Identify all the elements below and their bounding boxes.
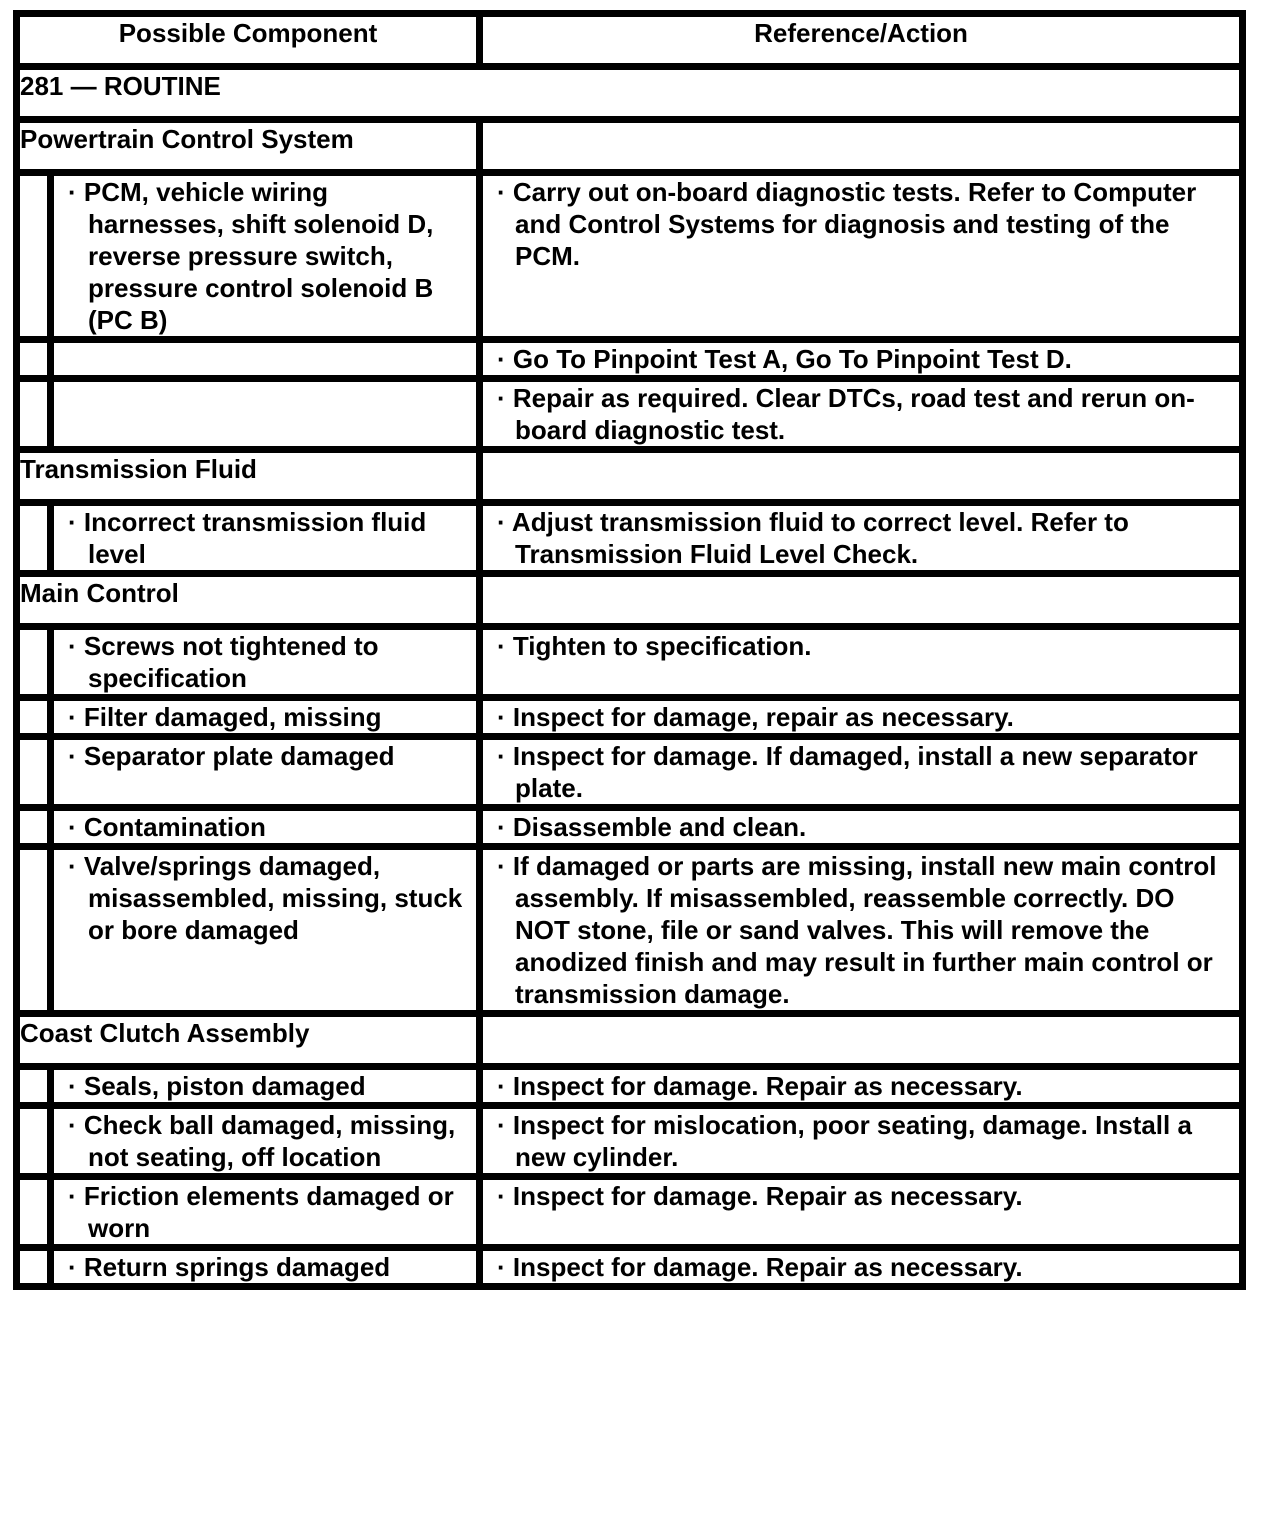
diagnosis-table — [13, 10, 1246, 1290]
component-cell — [51, 1106, 480, 1177]
group-action-empty — [480, 574, 1243, 627]
component-text: · Return springs damaged — [68, 1252, 391, 1282]
action-text: · Inspect for mislocation, poor seating, damage. Install a new cylinder. — [497, 1110, 1192, 1172]
action-text: · Inspect for damage. Repair as necessary. — [497, 1252, 1023, 1282]
table-row — [17, 1067, 1243, 1106]
component-cell — [51, 627, 480, 698]
table-row — [17, 627, 1243, 698]
component-text: · PCM, vehicle wiring harnesses, shift solenoid D, reverse pressure switch, pressure control solenoid B (PC B) — [68, 177, 434, 335]
action-cell — [480, 1067, 1243, 1106]
component-text: · Check ball damaged, missing, not seating, off location — [68, 1110, 456, 1172]
action-text: · Tighten to specification. — [497, 631, 812, 661]
table-row — [17, 737, 1243, 808]
table-row — [17, 1106, 1243, 1177]
row-indent — [17, 173, 51, 340]
row-indent — [17, 1248, 51, 1287]
table-row — [17, 503, 1243, 574]
component-cell — [51, 1067, 480, 1106]
action-cell — [480, 503, 1243, 574]
header-row — [17, 14, 1243, 67]
component-text: · Filter damaged, missing — [68, 702, 382, 732]
action-cell — [480, 698, 1243, 737]
action-text: · Inspect for damage. If damaged, install a new separator plate. — [497, 741, 1198, 803]
action-text: · Repair as required. Clear DTCs, road test and rerun on-board diagnostic test. — [497, 383, 1195, 445]
group-action-empty — [480, 1014, 1243, 1067]
row-indent — [17, 379, 51, 450]
row-indent — [17, 698, 51, 737]
component-text: · Separator plate damaged — [68, 741, 395, 771]
group-name: Coast Clutch Assembly — [17, 1014, 480, 1067]
group-name: Powertrain Control System — [17, 120, 480, 173]
table-row — [17, 1177, 1243, 1248]
code-row — [17, 67, 1243, 120]
table-row — [17, 808, 1243, 847]
row-indent — [17, 1067, 51, 1106]
component-cell — [51, 1177, 480, 1248]
action-cell — [480, 1248, 1243, 1287]
action-text: · Inspect for damage. Repair as necessary. — [497, 1181, 1023, 1211]
group-action-empty — [480, 120, 1243, 173]
component-cell — [51, 737, 480, 808]
action-cell — [480, 737, 1243, 808]
header-reference-action: Reference/Action — [480, 14, 1243, 67]
action-cell — [480, 379, 1243, 450]
component-text: · Screws not tightened to specification — [68, 631, 379, 693]
action-text: · Disassemble and clean. — [497, 812, 807, 842]
action-cell — [480, 340, 1243, 379]
row-indent — [17, 808, 51, 847]
component-cell — [51, 808, 480, 847]
component-cell — [51, 340, 480, 379]
component-cell — [51, 379, 480, 450]
code-label: 281 — ROUTINE — [17, 67, 1243, 120]
group-header-row — [17, 1014, 1243, 1067]
group-header-row — [17, 574, 1243, 627]
component-cell — [51, 847, 480, 1014]
table-row — [17, 847, 1243, 1014]
header-possible-component: Possible Component — [17, 14, 480, 67]
table-row — [17, 1248, 1243, 1287]
table-row — [17, 379, 1243, 450]
group-name: Main Control — [17, 574, 480, 627]
component-text: · Seals, piston damaged — [68, 1071, 366, 1101]
action-text: · Inspect for damage. Repair as necessary. — [497, 1071, 1023, 1101]
component-text: · Contamination — [68, 812, 266, 842]
table-row — [17, 340, 1243, 379]
row-indent — [17, 847, 51, 1014]
table-row — [17, 698, 1243, 737]
group-action-empty — [480, 450, 1243, 503]
component-cell — [51, 173, 480, 340]
action-cell — [480, 1106, 1243, 1177]
row-indent — [17, 737, 51, 808]
table-row — [17, 173, 1243, 340]
component-text: · Valve/springs damaged, misassembled, missing, stuck or bore damaged — [68, 851, 463, 945]
group-header-row — [17, 450, 1243, 503]
action-text: · Go To Pinpoint Test A, Go To Pinpoint Test D. — [497, 344, 1072, 374]
action-text: · Carry out on-board diagnostic tests. Refer to Computer and Control Systems for diagnosis and testing of the PCM. — [497, 177, 1197, 271]
row-indent — [17, 627, 51, 698]
row-indent — [17, 503, 51, 574]
action-cell — [480, 173, 1243, 340]
row-indent — [17, 1177, 51, 1248]
action-text: · Inspect for damage, repair as necessary. — [497, 702, 1014, 732]
action-cell — [480, 847, 1243, 1014]
row-indent — [17, 340, 51, 379]
action-text: · If damaged or parts are missing, install new main control assembly. If misassembled, reassemble correctly. DO NOT stone, file or sand valves. This will remove the anodized finish and may result in further main control or transmission damage. — [497, 851, 1217, 1009]
row-indent — [17, 1106, 51, 1177]
group-name: Transmission Fluid — [17, 450, 480, 503]
action-cell — [480, 627, 1243, 698]
component-cell — [51, 503, 480, 574]
component-cell — [51, 698, 480, 737]
component-cell — [51, 1248, 480, 1287]
action-cell — [480, 1177, 1243, 1248]
component-text: · Friction elements damaged or worn — [68, 1181, 454, 1243]
action-cell — [480, 808, 1243, 847]
action-text: · Adjust transmission fluid to correct level. Refer to Transmission Fluid Level Check. — [497, 507, 1129, 569]
component-text: · Incorrect transmission fluid level — [68, 507, 427, 569]
group-header-row — [17, 120, 1243, 173]
